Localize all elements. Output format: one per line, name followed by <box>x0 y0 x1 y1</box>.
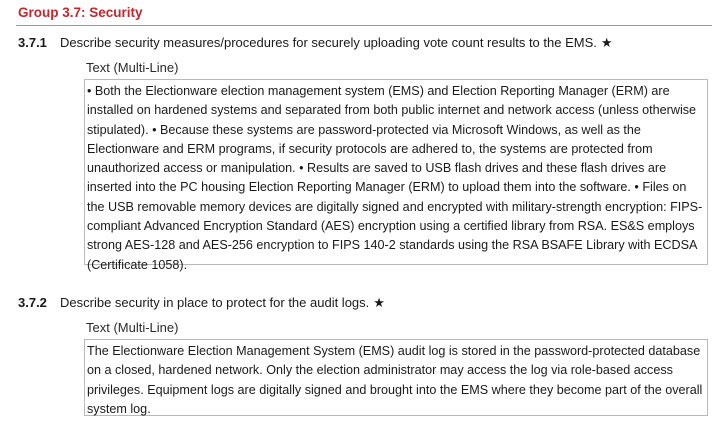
field-type-label: Text (Multi-Line) <box>86 320 179 335</box>
group-title: Group 3.7: Security <box>18 5 143 20</box>
answer-textbox[interactable]: The Electionware Election Management System (EMS) audit log is stored in the password-protected database on a closed, hardened network. Only the election administrator may access the log via role-based access privileges. Equipment logs are digitally signed and brought into the EMS where they become part of the overall system log. <box>84 339 708 416</box>
question-number: 3.7.1 <box>18 35 47 50</box>
question-number: 3.7.2 <box>18 295 47 310</box>
question-text: Describe security in place to protect for the audit logs. <box>60 295 370 310</box>
star-icon: ★ <box>600 35 613 50</box>
field-type-label: Text (Multi-Line) <box>86 60 179 75</box>
title-divider <box>16 25 712 26</box>
star-icon: ★ <box>373 295 385 310</box>
question-text: Describe security measures/procedures for securely uploading vote count results to the EMS. <box>60 35 597 50</box>
answer-textbox[interactable]: • Both the Electionware election management system (EMS) and Election Reporting Manager (ERM) are installed on hardened systems and separated from both public internet and network access (unless otherwise stipulated). • Because these systems are password-protected via Microsoft Windows, as well as the Electionware and ERM programs, if security protocols are adhered to, the systems are protected from unauthorized access or manipulation. • Results are saved to USB flash drives and these flash drives are inserted into the PC housing Election Reporting Manager (ERM) to upload them into the software. • Files on the USB removable memory devices are digitally signed and encrypted with military-strength encryption: FIPS-compliant Advanced Encryption Standard (AES) encryption using a certified library from RSA. ES&S employs strong AES-128 and AES-256 encryption to FIPS 140-2 standards using the RSA BSAFE Library with ECDSA (Certificate 1058). <box>84 79 708 265</box>
question-3-7-2 <box>18 294 385 312</box>
question-3-7-1 <box>18 34 613 52</box>
